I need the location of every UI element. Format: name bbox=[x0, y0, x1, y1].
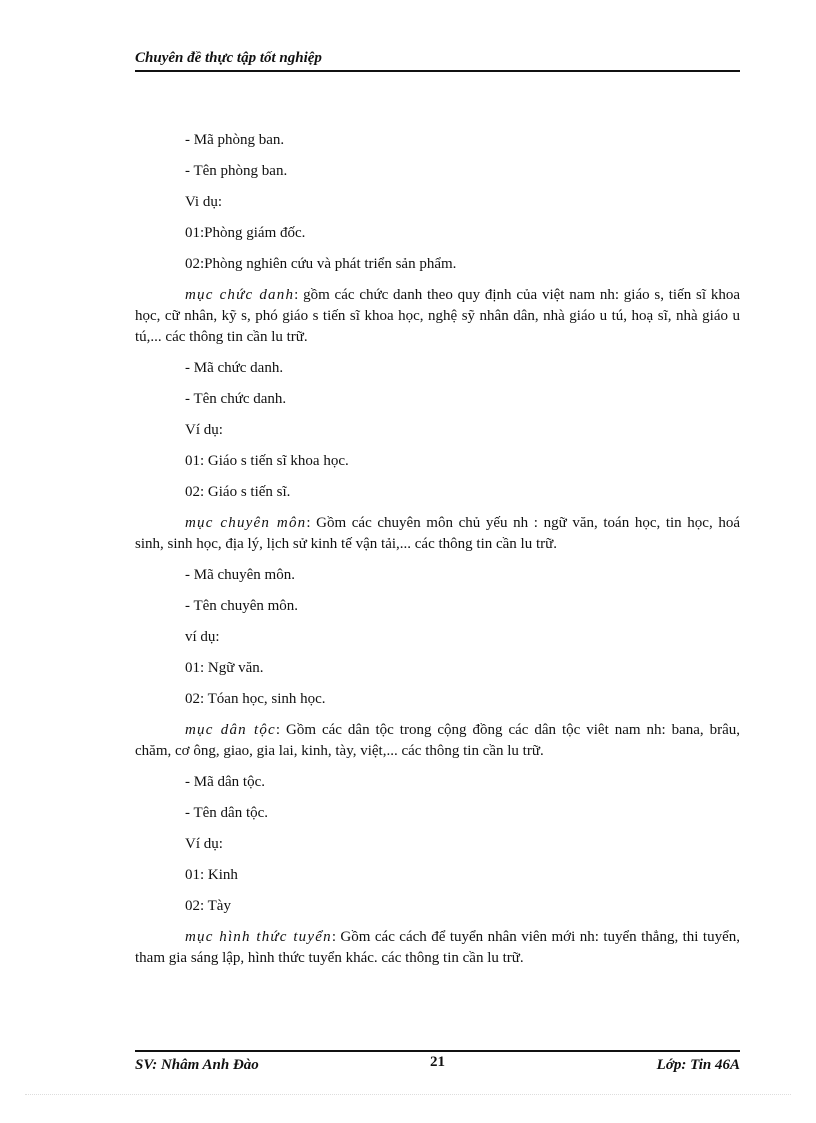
paragraph: 02: Tày bbox=[185, 898, 231, 914]
paragraph: 01: Giáo s tiến sĩ khoa học. bbox=[185, 453, 349, 469]
page-footer bbox=[135, 1050, 740, 1076]
document-body bbox=[135, 130, 740, 979]
paragraph: - Mã phòng ban. bbox=[185, 132, 285, 148]
paragraph: Ví dụ: bbox=[185, 422, 223, 438]
paragraph: 02:Phòng nghiên cứu và phát triển sản phẩm. bbox=[185, 256, 457, 272]
paragraph: - Tên chuyên môn. bbox=[185, 598, 299, 614]
page-bottom-divider bbox=[25, 1094, 791, 1095]
paragraph: - Mã chuyên môn. bbox=[185, 567, 295, 583]
section-term: mục chuyên môn bbox=[185, 515, 307, 531]
paragraph: 01:Phòng giám đốc. bbox=[185, 225, 306, 241]
paragraph: 02: Tóan học, sinh học. bbox=[185, 691, 326, 707]
page-header bbox=[135, 48, 740, 72]
paragraph: 01: Ngữ văn. bbox=[185, 660, 264, 676]
section-text: : gồm các chức danh theo quy định của việt nam nh: giáo s, tiến sĩ khoa học, cữ nhân, kỹ s, phó giáo s tiến sĩ khoa học, nghệ sỹ nhân dân, nhà giáo u tú, hoạ sĩ, nhà giáo u tú,... các thông tin cần lu trữ. bbox=[135, 287, 740, 345]
paragraph: - Mã chức danh. bbox=[185, 360, 284, 376]
paragraph: - Tên chức danh. bbox=[185, 391, 287, 407]
section-paragraph-chuc-danh bbox=[135, 285, 740, 348]
paragraph: Vi dụ: bbox=[185, 194, 223, 210]
header-title: Chuyên đề thực tập tốt nghiệp bbox=[135, 50, 322, 66]
paragraph: - Tên phòng ban. bbox=[185, 163, 288, 179]
footer-student: SV: Nhâm Anh Đào bbox=[135, 1057, 259, 1073]
paragraph: - Tên dân tộc. bbox=[185, 805, 269, 821]
paragraph: 01: Kinh bbox=[185, 867, 238, 883]
section-text: : Gồm các dân tộc trong cộng đồng các dân tộc viêt nam nh: bana, brâu, chăm, cơ ông, giao, gia lai, kinh, tày, việt,... các thông tin cần lu trữ. bbox=[135, 722, 741, 759]
section-term: mục hình thức tuyển bbox=[185, 929, 332, 945]
section-paragraph-hinh-thuc-tuyen bbox=[135, 927, 740, 969]
section-paragraph-dan-toc bbox=[135, 720, 740, 762]
section-text: : Gồm các cách để tuyển nhân viên mới nh: tuyển thẳng, thi tuyển, tham gia sáng lập, hình thức tuyển khác. các thông tin cần lu trữ. bbox=[135, 929, 741, 966]
page-number: 21 bbox=[430, 1054, 445, 1070]
section-term: mục chức danh bbox=[185, 287, 295, 303]
section-paragraph-chuyen-mon bbox=[135, 513, 740, 555]
paragraph: ví dụ: bbox=[185, 629, 220, 645]
section-term: mục dân tộc bbox=[185, 722, 276, 738]
section-text: : Gồm các chuyên môn chủ yếu nh : ngữ văn, toán học, tin học, hoá sinh, sinh học, địa lý, lịch sử kinh tế vận tải,... các thông tin cần lu trữ. bbox=[135, 515, 740, 552]
footer-class: Lớp: Tin 46A bbox=[656, 1057, 740, 1073]
paragraph: Ví dụ: bbox=[185, 836, 223, 852]
paragraph: 02: Giáo s tiến sĩ. bbox=[185, 484, 291, 500]
paragraph: - Mã dân tộc. bbox=[185, 774, 265, 790]
